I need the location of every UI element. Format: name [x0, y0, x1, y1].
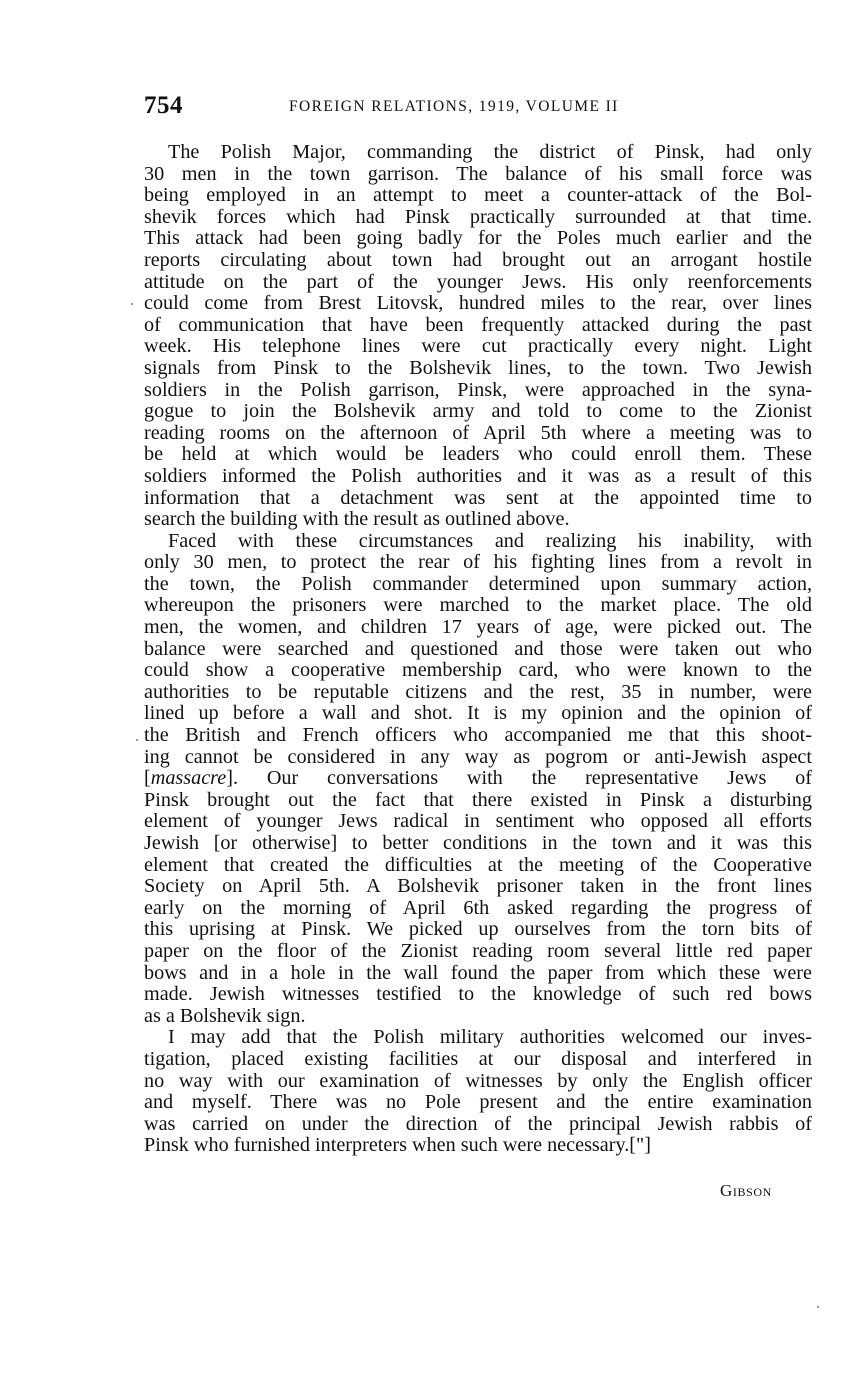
text-line: paper on the floor of the Zionist reading room several little red paper — [144, 940, 812, 962]
text-line: could come from Brest Litovsk, hundred miles to the rear, over lines — [144, 293, 812, 315]
text-line: the town, the Polish commander determined upon summary action, — [144, 573, 812, 595]
paragraph — [144, 1027, 812, 1157]
text-line: 30 men in the town garrison. The balance of his small force was — [144, 163, 812, 185]
text-line: ing cannot be considered in any way as pogrom or anti-Jewish aspect — [144, 746, 812, 768]
scan-speck — [817, 1306, 819, 1308]
text-line: soldiers informed the Polish authorities and it was as a result of this — [144, 465, 812, 487]
text-line: [massacre]. Our conversations with the representative Jews of — [144, 768, 812, 790]
scan-speck — [136, 739, 138, 741]
signature-name: Gibson — [720, 1181, 772, 1200]
text-line: signals from Pinsk to the Bolshevik lines, to the town. Two Jewish — [144, 357, 812, 379]
text-line: shevik forces which had Pinsk practically surrounded at that time. — [144, 206, 812, 228]
text-line: Society on April 5th. A Bolshevik prisoner taken in the front lines — [144, 876, 812, 898]
paragraph — [144, 142, 812, 531]
body-text — [144, 142, 812, 1157]
text-line: element that created the difficulties at the meeting of the Cooperative — [144, 854, 812, 876]
text-line: Jewish [or otherwise] to better conditions in the town and it was this — [144, 833, 812, 854]
scan-speck — [131, 303, 133, 305]
text-line: The Polish Major, commanding the district of Pinsk, had only — [168, 142, 812, 163]
text-line: reading rooms on the afternoon of April 5th where a meeting was to — [144, 422, 812, 444]
text-line: This attack had been going badly for the Poles much earlier and the — [144, 228, 812, 250]
text-line: being employed in an attempt to meet a counter-attack of the Bol- — [144, 185, 812, 207]
text-line: no way with our examination of witnesses by only the English officer — [144, 1070, 812, 1092]
text-line: men, the women, and children 17 years of age, were picked out. The — [144, 617, 812, 639]
text-line: Pinsk brought out the fact that there existed in Pinsk a disturbing — [144, 789, 812, 811]
text-line: balance were searched and questioned and those were taken out who — [144, 638, 812, 660]
text-line: Faced with these circumstances and realizing his inability, with — [168, 530, 812, 552]
text-line: Pinsk who furnished interpreters when such were necessary.["] — [144, 1135, 651, 1157]
text-line: authorities to be reputable citizens and the rest, 35 in number, were — [144, 681, 812, 703]
text-line: bows and in a hole in the wall found the paper from which these were — [144, 962, 812, 984]
text-line: could show a cooperative membership card, who were known to the — [144, 660, 812, 682]
text-line: be held at which would be leaders who could enroll them. These — [144, 444, 812, 466]
text-line: attitude on the part of the younger Jews. His only reenforcements — [144, 271, 812, 293]
text-line: made. Jewish witnesses testified to the knowledge of such red bows — [144, 984, 812, 1006]
text-line: element of younger Jews radical in sentiment who opposed all efforts — [144, 811, 812, 833]
text-line: information that a detachment was sent at the appointed time to — [144, 487, 812, 509]
page-number: 754 — [144, 92, 183, 119]
text-line: tigation, placed existing facilities at our disposal and interfered in — [144, 1048, 812, 1070]
text-line: as a Bolshevik sign. — [144, 1005, 306, 1027]
text-line: soldiers in the Polish garrison, Pinsk, were approached in the syna- — [144, 379, 812, 401]
running-title: FOREIGN RELATIONS, 1919, VOLUME II — [289, 98, 619, 115]
text-line: only 30 men, to protect the rear of his fighting lines from a revolt in — [144, 552, 812, 574]
text-line: and myself. There was no Pole present and the entire examination — [144, 1092, 812, 1114]
paragraph — [144, 531, 812, 1028]
text-line: early on the morning of April 6th asked regarding the progress of — [144, 897, 812, 919]
text-line: week. His telephone lines were cut practically every night. Light — [144, 336, 812, 358]
running-header — [144, 92, 812, 122]
italic-term: massacre — [150, 768, 227, 790]
text-line: whereupon the prisoners were marched to the market place. The old — [144, 595, 812, 617]
text-line: search the building with the result as outlined above. — [144, 509, 570, 531]
text-line: the British and French officers who accompanied me that this shoot- — [144, 725, 812, 747]
signature — [720, 1181, 772, 1201]
text-line: was carried on under the direction of the principal Jewish rabbis of — [144, 1113, 812, 1135]
text-line: gogue to join the Bolshevik army and told to come to the Zionist — [144, 401, 812, 423]
text-line: this uprising at Pinsk. We picked up ourselves from the torn bits of — [144, 919, 812, 941]
text-line: lined up before a wall and shot. It is my opinion and the opinion of — [144, 703, 812, 725]
text-line: reports circulating about town had brought out an arrogant hostile — [144, 249, 812, 271]
text-line: of communication that have been frequently attacked during the past — [144, 314, 812, 336]
text-line: I may add that the Polish military authorities welcomed our inves- — [168, 1027, 812, 1049]
